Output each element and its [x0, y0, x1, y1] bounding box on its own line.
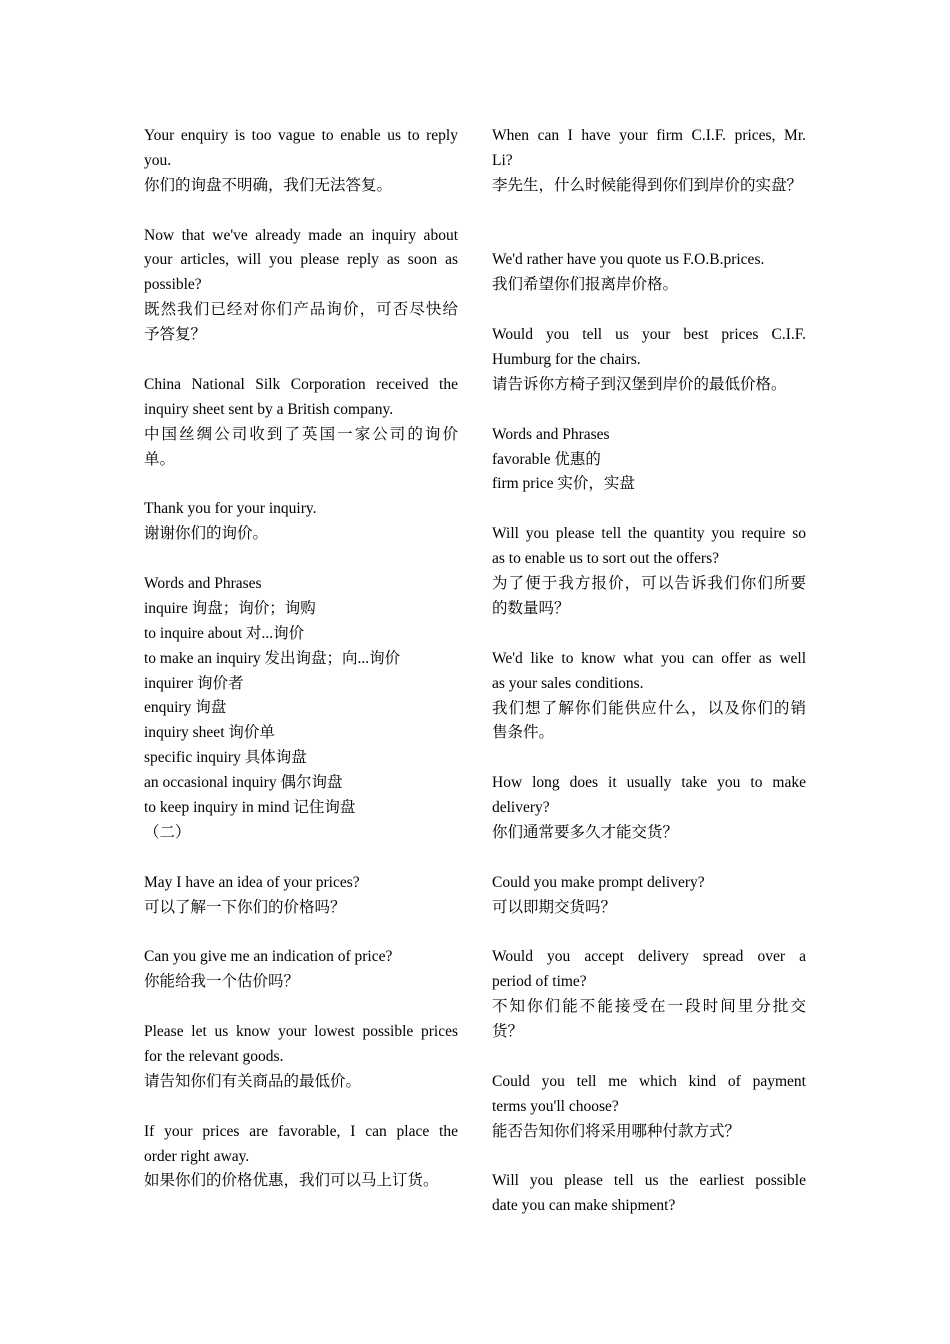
text-line: 予答复？: [144, 326, 207, 344]
text-line: as your sales conditions.: [492, 674, 644, 692]
spacer: [492, 1145, 806, 1170]
text-line: inquire 询盘；询价；询购: [144, 599, 316, 617]
text-line: If your prices are favorable, I can place the: [144, 1122, 458, 1140]
section-number: （二）: [144, 823, 191, 841]
text-line: Would you tell us your best prices C.I.F.: [492, 326, 806, 344]
text-line: order right away.: [144, 1147, 250, 1165]
text-line: Will you please tell us the earliest possible: [492, 1172, 806, 1190]
text-line: 为了便于我方报价，可以告诉我们你们所要: [492, 575, 806, 593]
text-line: Can you give me an indication of price?: [144, 948, 393, 966]
text-line: you.: [144, 151, 172, 169]
section-heading: Words and Phrases: [492, 425, 610, 443]
text-line: to inquire about 对...询价: [144, 624, 305, 642]
text-line: 单。: [144, 450, 176, 468]
spacer: [144, 1095, 458, 1120]
spacer: [144, 472, 458, 497]
text-line: 你们的询盘不明确，我们无法答复。: [144, 176, 393, 194]
text-line: favorable 优惠的: [492, 450, 601, 468]
spacer: [492, 921, 806, 946]
spacer: [144, 547, 458, 572]
text-line: inquirer 询价者: [144, 674, 244, 692]
text-line: 售条件。: [492, 724, 555, 742]
text-line: 如果你们的价格优惠，我们可以马上订货。: [144, 1172, 439, 1190]
text-line: specific inquiry 具体询盘: [144, 749, 307, 767]
text-line: Could you make prompt delivery?: [492, 873, 705, 891]
text-line: an occasional inquiry 偶尔询盘: [144, 774, 343, 792]
text-line: 能否告知你们将采用哪种付款方式？: [492, 1122, 741, 1140]
text-line: We'd like to know what you can offer as well: [492, 649, 806, 667]
text-line: Could you tell me which kind of payment: [492, 1072, 806, 1090]
text-line: 你能给我一个估价吗？: [144, 973, 300, 991]
text-line: 请告知你们有关商品的最低价。: [144, 1072, 362, 1090]
text-line: 谢谢你们的询价。: [144, 525, 269, 543]
text-line: 我们想了解你们能供应什么，以及你们的销: [492, 699, 806, 717]
section-heading: Words and Phrases: [144, 575, 262, 593]
text-line: 我们希望你们报离岸价格。: [492, 276, 679, 294]
text-line: as to enable us to sort out the offers?: [492, 550, 719, 568]
right-column: [492, 124, 806, 1219]
spacer: [144, 921, 458, 946]
spacer: [144, 199, 458, 224]
text-line: 不知你们能不能接受在一段时间里分批交: [492, 998, 806, 1016]
spacer: [492, 846, 806, 871]
text-line: How long does it usually take you to make: [492, 774, 806, 792]
left-column: [144, 124, 458, 1194]
text-line: Li?: [492, 151, 513, 169]
spacer: [492, 1045, 806, 1070]
spacer: [144, 995, 458, 1020]
text-line: 请告诉你方椅子到汉堡到岸价的最低价格。: [492, 375, 787, 393]
text-line: China National Silk Corporation received the: [144, 375, 458, 393]
spacer: [492, 497, 806, 522]
spacer: [492, 199, 806, 249]
spacer: [492, 746, 806, 771]
text-line: Please let us know your lowest possible prices: [144, 1023, 458, 1041]
text-line: 李先生，什么时候能得到你们到岸价的实盘？: [492, 176, 803, 194]
text-line: 的数量吗？: [492, 599, 570, 617]
text-line: 中国丝绸公司收到了英国一家公司的询价: [144, 425, 458, 443]
text-line: Your enquiry is too vague to enable us to reply: [144, 127, 458, 144]
text-line: period of time?: [492, 973, 587, 991]
text-line: Now that we've already made an inquiry about: [144, 226, 458, 244]
text-line: inquiry sheet sent by a British company.: [144, 400, 394, 418]
text-line: 货？: [492, 1023, 524, 1041]
text-line: possible?: [144, 276, 202, 294]
text-line: When can I have your firm C.I.F. prices, Mr.: [492, 127, 806, 144]
text-line: to keep inquiry in mind 记住询盘: [144, 799, 356, 817]
text-line: firm price 实价，实盘: [492, 475, 635, 493]
text-line: Thank you for your inquiry.: [144, 500, 317, 518]
spacer: [492, 622, 806, 647]
text-line: enquiry 询盘: [144, 699, 227, 717]
text-line: Would you accept delivery spread over a: [492, 948, 806, 966]
spacer: [144, 846, 458, 871]
text-line: terms you'll choose?: [492, 1097, 619, 1115]
text-line: 你们通常要多久才能交货？: [492, 823, 679, 841]
text-line: delivery?: [492, 799, 550, 817]
text-line: inquiry sheet 询价单: [144, 724, 275, 742]
text-line: to make an inquiry 发出询盘；向...询价: [144, 649, 401, 667]
spacer: [492, 298, 806, 323]
text-line: for the relevant goods.: [144, 1047, 284, 1065]
text-line: 可以了解一下你们的价格吗？: [144, 898, 346, 916]
text-line: your articles, will you please reply as soon as: [144, 251, 458, 269]
spacer: [144, 348, 458, 373]
text-line: We'd rather have you quote us F.O.B.prices.: [492, 251, 765, 269]
text-line: Humburg for the chairs.: [492, 351, 641, 369]
text-line: date you can make shipment?: [492, 1197, 676, 1215]
text-line: May I have an idea of your prices?: [144, 873, 360, 891]
spacer: [492, 398, 806, 423]
text-line: 可以即期交货吗？: [492, 898, 617, 916]
text-line: Will you please tell the quantity you require so: [492, 525, 806, 543]
text-line: 既然我们已经对你们产品询价，可否尽快给: [144, 301, 458, 319]
